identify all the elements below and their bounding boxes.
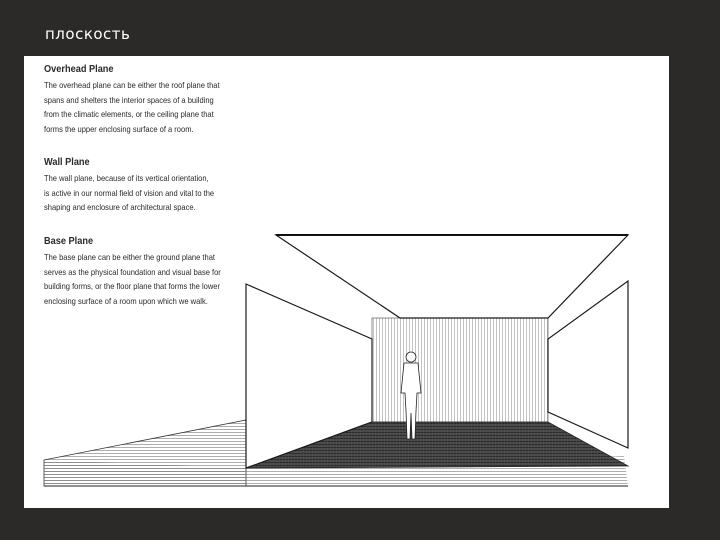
overhead-plane bbox=[276, 235, 628, 318]
text-line: spans and shelters the interior spaces of a building bbox=[44, 94, 214, 105]
text-line: is active in our normal field of vision and vital to the bbox=[44, 187, 215, 198]
text-line: forms the upper enclosing surface of a room. bbox=[44, 123, 194, 134]
text-line: from the climatic elements, or the ceiling plane that bbox=[44, 109, 214, 120]
text-line: The overhead plane can be either the roof plane that bbox=[44, 80, 220, 90]
architectural-planes-illustration bbox=[24, 56, 669, 508]
overhead-plane-heading: Overhead Plane bbox=[44, 64, 114, 75]
base-plane-heading: Base Plane bbox=[44, 236, 94, 247]
text-line: serves as the physical foundation and visual base for bbox=[44, 266, 221, 277]
slide-title: плоскость bbox=[45, 25, 131, 43]
text-line: The wall plane, because of its vertical orientation, bbox=[44, 173, 209, 183]
figure-panel bbox=[24, 56, 669, 508]
wall-plane-heading: Wall Plane bbox=[44, 157, 90, 168]
text-line: The base plane can be either the ground plane that bbox=[44, 252, 215, 262]
back-wall bbox=[372, 318, 548, 422]
text-line: shaping and enclosure of architectural space. bbox=[44, 202, 196, 213]
text-line: building forms, or the floor plane that forms the lower bbox=[44, 281, 220, 292]
text-line: enclosing surface of a room upon which we walk. bbox=[44, 295, 208, 306]
